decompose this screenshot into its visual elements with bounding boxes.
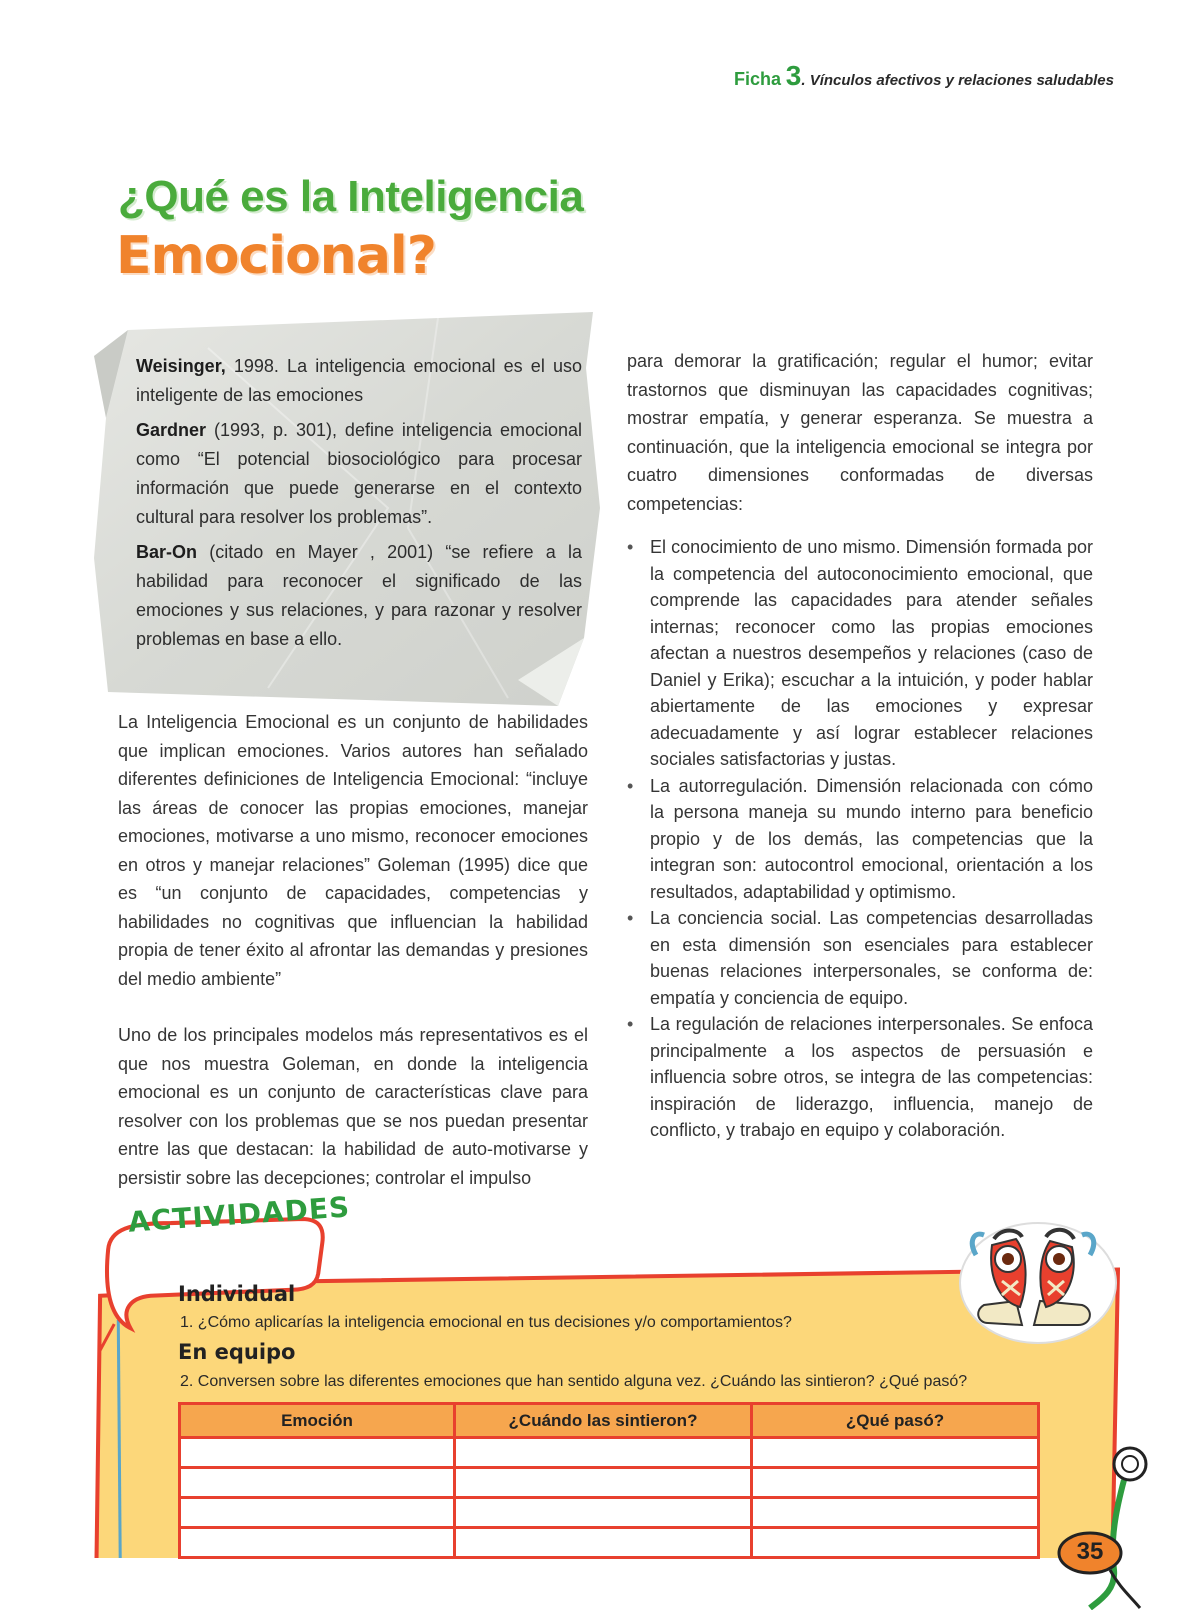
right-column xyxy=(627,347,1093,1144)
emotions-table xyxy=(178,1402,1040,1559)
ficha-label: Ficha xyxy=(734,69,782,89)
individual-heading: Individual xyxy=(178,1282,296,1306)
definition-text: 1998. La inteligencia emocional es el uso inteligente de las emociones xyxy=(136,356,582,405)
table-cell[interactable] xyxy=(455,1498,752,1528)
activities-label: ACTIVIDADES xyxy=(127,1190,352,1239)
ficha-subtitle: . Vínculos afectivos y relaciones saludables xyxy=(801,72,1114,89)
question-1: 1. ¿Cómo aplicarías la inteligencia emocional en tus decisiones y/o comportamientos? xyxy=(180,1314,792,1331)
table-header-row xyxy=(180,1404,1039,1438)
left-column-paragraph-1 xyxy=(118,708,588,993)
definition-weisinger xyxy=(136,352,582,410)
definition-text: (citado en Mayer , 2001) “se refiere a la habilidad para reconocer el significado de las emociones y sus relaciones, y para razonar y resolver problemas en base a ello. xyxy=(136,542,582,649)
microphone-icon xyxy=(1080,1440,1160,1610)
table-cell[interactable] xyxy=(455,1528,752,1558)
author-weisinger: Weisinger, xyxy=(136,356,226,376)
author-baron: Bar-On xyxy=(136,542,198,562)
list-item: • La autorregulación. Dimensión relacionada con cómo la persona maneja su mundo interno para beneficio propio y de los demás, las competencias que la integran son: autocontrol emocional, orientación a los resultados, adaptabilidad y optimismo. xyxy=(627,773,1093,906)
page-number: 35 xyxy=(1076,1538,1104,1565)
author-gardner: Gardner xyxy=(136,420,207,440)
ficha-number: 3 xyxy=(785,60,802,91)
table-cell[interactable] xyxy=(180,1468,455,1498)
column-header-que-paso: ¿Qué pasó? xyxy=(752,1404,1039,1438)
table-row xyxy=(180,1438,1039,1468)
definition-baron xyxy=(136,538,582,654)
table-cell[interactable] xyxy=(180,1528,455,1558)
sneakers-mascot-illustration xyxy=(958,1215,1118,1345)
left-column-paragraph-2 xyxy=(118,1021,588,1192)
column-header-emocion: Emoción xyxy=(180,1404,455,1438)
table-cell[interactable] xyxy=(752,1498,1039,1528)
team-heading: En equipo xyxy=(178,1340,296,1364)
table-cell[interactable] xyxy=(180,1438,455,1468)
table-row xyxy=(180,1468,1039,1498)
table-cell[interactable] xyxy=(752,1468,1039,1498)
dimensions-list xyxy=(627,534,1093,1144)
paragraph: Uno de los principales modelos más representativos es el que nos muestra Goleman, en donde la inteligencia emocional es un conjunto de características clave para resolver con los problemas que se nos puedan presentar entre las que destacan: la habilidad de auto-motivarse y persistir sobre las decepciones; controlar el impulso xyxy=(118,1025,588,1188)
table-cell[interactable] xyxy=(752,1438,1039,1468)
table-cell[interactable] xyxy=(752,1528,1039,1558)
definition-text: (1993, p. 301), define inteligencia emocional como “El potencial biosociológico para procesar información que puede generarse en el contexto cultural para resolver los problemas”. xyxy=(136,420,582,527)
table-cell[interactable] xyxy=(455,1468,752,1498)
paragraph: para demorar la gratificación; regular el humor; evitar trastornos que disminuyan las capacidades cognitivas; mostrar empatía, y generar esperanza. Se muestra a continuación, que la inteligencia emocional se integra por cuatro dimensiones conformadas de diversas competencias: xyxy=(627,351,1093,514)
list-item: • La regulación de relaciones interpersonales. Se enfoca principalmente a los aspectos de persuasión e influencia sobre otros, se integra de las competencias: inspiración de liderazgo, influencia, manejo de conflicto, y trabajo en equipo y colaboración. xyxy=(627,1011,1093,1144)
running-header xyxy=(734,60,1114,92)
paragraph: La Inteligencia Emocional es un conjunto de habilidades que implican emociones. Varios autores han señalado diferentes definiciones de Inteligencia Emocional: “incluye las áreas de conocer las propias emociones, manejar emociones, motivarse a uno mismo, reconocer emociones en otros y manejar relaciones” Goleman (1995) dice que es “un conjunto de capacidades, competencias y habilidades no cognitivas que influencian la habilidad propia de tener éxito al afrontar las demandas y presiones del medio ambiente” xyxy=(118,712,588,989)
definitions-note xyxy=(136,352,582,660)
question-2: 2. Conversen sobre las diferentes emociones que han sentido alguna vez. ¿Cuándo las sintieron? ¿Qué pasó? xyxy=(180,1373,968,1390)
list-item: • La conciencia social. Las competencias desarrolladas en esta dimensión son esenciales para establecer buenas relaciones interpersonales, se conforma de: empatía y conciencia de equipo. xyxy=(627,905,1093,1011)
definition-gardner xyxy=(136,416,582,532)
table-cell[interactable] xyxy=(455,1438,752,1468)
table-row xyxy=(180,1498,1039,1528)
table-cell[interactable] xyxy=(180,1498,455,1528)
column-header-cuando: ¿Cuándo las sintieron? xyxy=(455,1404,752,1438)
page-title-line1: ¿Qué es la Inteligencia xyxy=(118,172,584,221)
list-item: • El conocimiento de uno mismo. Dimensión formada por la competencia del autoconocimiento emocional, que comprende las capacidades para atender señales internas; reconocer como las propias emociones afectan a nuestros desempeños y relaciones (caso de Daniel y Erika); escuchar a la intuición, y poder hablar abiertamente de las emociones y expresar adecuadamente y así lograr establecer relaciones sociales satisfactorias y justas. xyxy=(627,534,1093,773)
page-title-line2: Emocional? xyxy=(116,226,436,286)
table-row xyxy=(180,1528,1039,1558)
